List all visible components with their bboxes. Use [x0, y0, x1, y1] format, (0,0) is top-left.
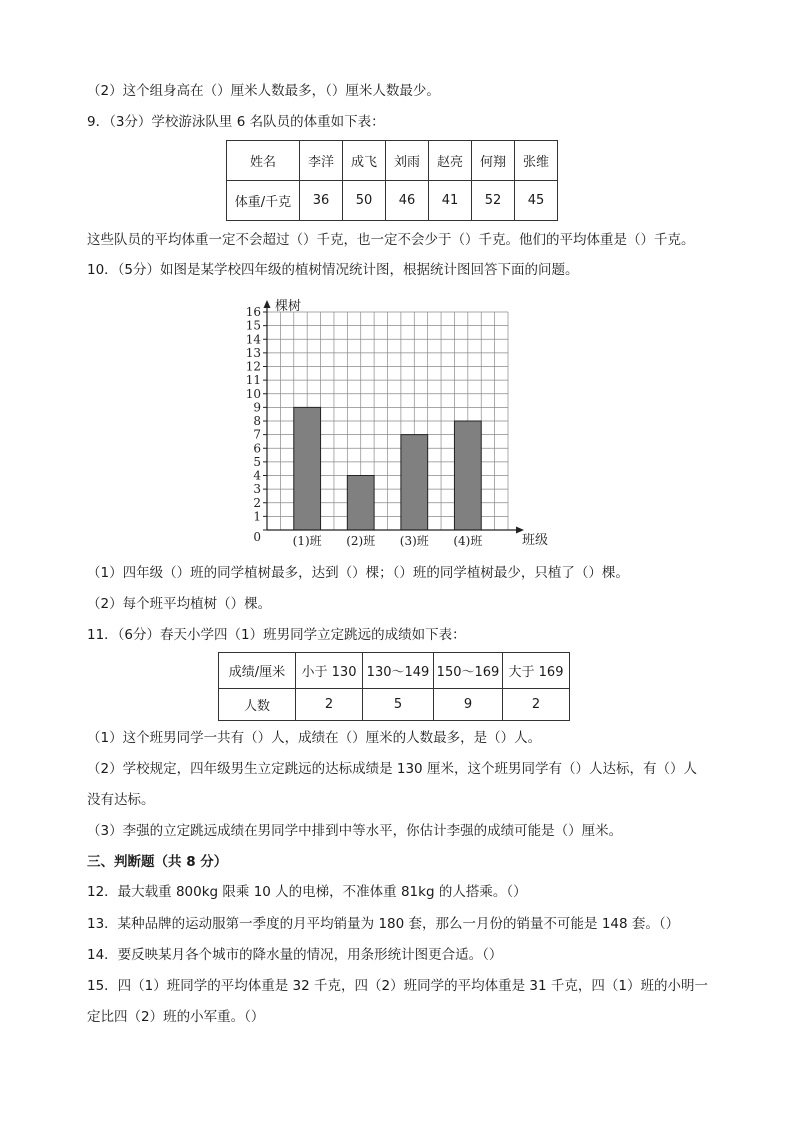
q9-row-cell: 46 — [386, 181, 429, 221]
section3-heading: 三、判断题（共 8 分） — [87, 854, 228, 870]
q9-header-cell: 姓名 — [227, 141, 300, 181]
q14: 14．要反映某月各个城市的降水量的情况，用条形统计图更合适。（） — [87, 947, 503, 963]
q11-row-cell: 2 — [503, 689, 570, 721]
q11-row-cell: 9 — [434, 689, 503, 721]
chart-y-tick-label: 12 — [245, 359, 261, 374]
q15-line1: 15．四（1）班同学的平均体重是 32 千克，四（2）班同学的平均体重是 31 千克，四（1）班的小明一 — [87, 978, 708, 994]
chart-bar — [347, 476, 374, 531]
q9-table-header-row — [227, 141, 558, 181]
q11-table — [218, 652, 570, 721]
q11-sub2-line1: （2）学校规定，四年级男生立定跳远的达标成绩是 130 厘米，这个班男同学有（）人达标，有（）人 — [87, 761, 697, 777]
chart-y-axis-arrow-icon — [264, 300, 271, 308]
q11-sub3: （3）李强的立定跳远成绩在男同学中排到中等水平，你估计李强的成绩可能是（）厘米。 — [87, 823, 623, 839]
chart-bar — [454, 421, 481, 530]
chart-y-tick-label: 14 — [245, 332, 261, 347]
chart-bar — [401, 435, 428, 530]
chart-y-tick-label: 0 — [253, 530, 261, 544]
q11-header-cell: 成绩/厘米 — [219, 653, 296, 689]
chart-x-tick-label: (4)班 — [453, 534, 483, 548]
chart-y-tick-label: 1 — [253, 509, 261, 524]
q8-sub2: （2）这个组身高在（）厘米人数最多，（）厘米人数最少。 — [87, 83, 440, 99]
chart-y-tick-label: 5 — [253, 454, 261, 469]
chart-y-tick-label: 10 — [245, 386, 261, 401]
chart-y-tick-label: 16 — [245, 305, 261, 319]
chart-x-tick-label: (1)班 — [292, 534, 322, 548]
chart-y-tick-label: 15 — [245, 318, 261, 333]
q9-header-cell: 赵亮 — [429, 141, 472, 181]
chart-y-tick-label: 3 — [253, 482, 261, 497]
q9-table — [226, 140, 558, 221]
q11-row-cell: 人数 — [219, 689, 296, 721]
q10-sub2: （2）每个班平均植树（）棵。 — [87, 596, 272, 612]
chart-bar — [294, 407, 321, 530]
q9-question: 这些队员的平均体重一定不会超过（）千克，也一定不会少于（）千克。他们的平均体重是（）千克。 — [87, 232, 695, 248]
q9-row-cell: 52 — [472, 181, 515, 221]
q11-sub2-line2: 没有达标。 — [87, 792, 155, 808]
q9-header-cell: 刘雨 — [386, 141, 429, 181]
q9-header-cell: 张维 — [515, 141, 558, 181]
q9-row-cell: 45 — [515, 181, 558, 221]
chart-x-tick-label: (2)班 — [346, 534, 376, 548]
q9-header-cell: 李洋 — [300, 141, 343, 181]
chart-y-tick-label: 11 — [245, 373, 261, 388]
q13: 13．某种品牌的运动服第一季度的月平均销量为 180 套，那么一月份的销量不可能是 148 套。（） — [87, 916, 680, 932]
q10-title: 10．（5分）如图是某学校四年级的植树情况统计图，根据统计图回答下面的问题。 — [87, 262, 579, 278]
q9-row-cell: 41 — [429, 181, 472, 221]
q11-row-cell: 5 — [363, 689, 434, 721]
chart-y-tick-label: 2 — [253, 495, 261, 510]
chart-x-tick-label: (3)班 — [399, 534, 429, 548]
chart-y-tick-label: 9 — [253, 400, 261, 415]
q9-row-cell: 36 — [300, 181, 343, 221]
q11-header-cell: 小于 130 — [296, 653, 363, 689]
q11-table-header-row — [219, 653, 570, 689]
q9-row-cell: 体重/千克 — [227, 181, 300, 221]
q9-header-cell: 成飞 — [343, 141, 386, 181]
q9-header-cell: 何翔 — [472, 141, 515, 181]
q12: 12．最大载重 800kg 限乘 10 人的电梯，不准体重 81kg 的人搭乘。（） — [87, 884, 527, 900]
chart-x-ticks — [293, 533, 483, 548]
chart-y-label: 棵树 — [275, 299, 302, 314]
chart-x-label: 班级 — [522, 533, 549, 548]
q11-sub1: （1）这个班男同学一共有（）人，成绩在（）厘米的人数最多，是（）人。 — [87, 730, 542, 746]
q11-header-cell: 130～149 — [363, 653, 434, 689]
q11-table-data-row — [219, 689, 570, 721]
q15-line2: 定比四（2）班的小军重。（） — [87, 1009, 265, 1025]
q11-header-cell: 150～169 — [434, 653, 503, 689]
q11-row-cell: 2 — [296, 689, 363, 721]
chart-y-tick-label: 4 — [253, 468, 261, 483]
q11-header-cell: 大于 169 — [503, 653, 570, 689]
chart-y-tick-label: 7 — [253, 427, 261, 442]
q9-table-data-row — [227, 181, 558, 221]
q9-title: 9．（3分）学校游泳队里 6 名队员的体重如下表： — [87, 114, 385, 130]
chart-y-tick-label: 8 — [253, 414, 261, 428]
q9-row-cell: 50 — [343, 181, 386, 221]
q10-bar-chart — [230, 290, 560, 552]
q10-sub1: （1）四年级（）班的同学植树最多，达到（）棵；（）班的同学植树最少，只植了（）棵。 — [87, 565, 629, 581]
chart-y-tick-label: 13 — [245, 345, 261, 360]
q11-title: 11．（6分）春天小学四（1）班男同学立定跳远的成绩如下表： — [87, 627, 466, 643]
chart-y-ticks — [246, 305, 267, 544]
chart-y-tick-label: 6 — [253, 441, 261, 456]
